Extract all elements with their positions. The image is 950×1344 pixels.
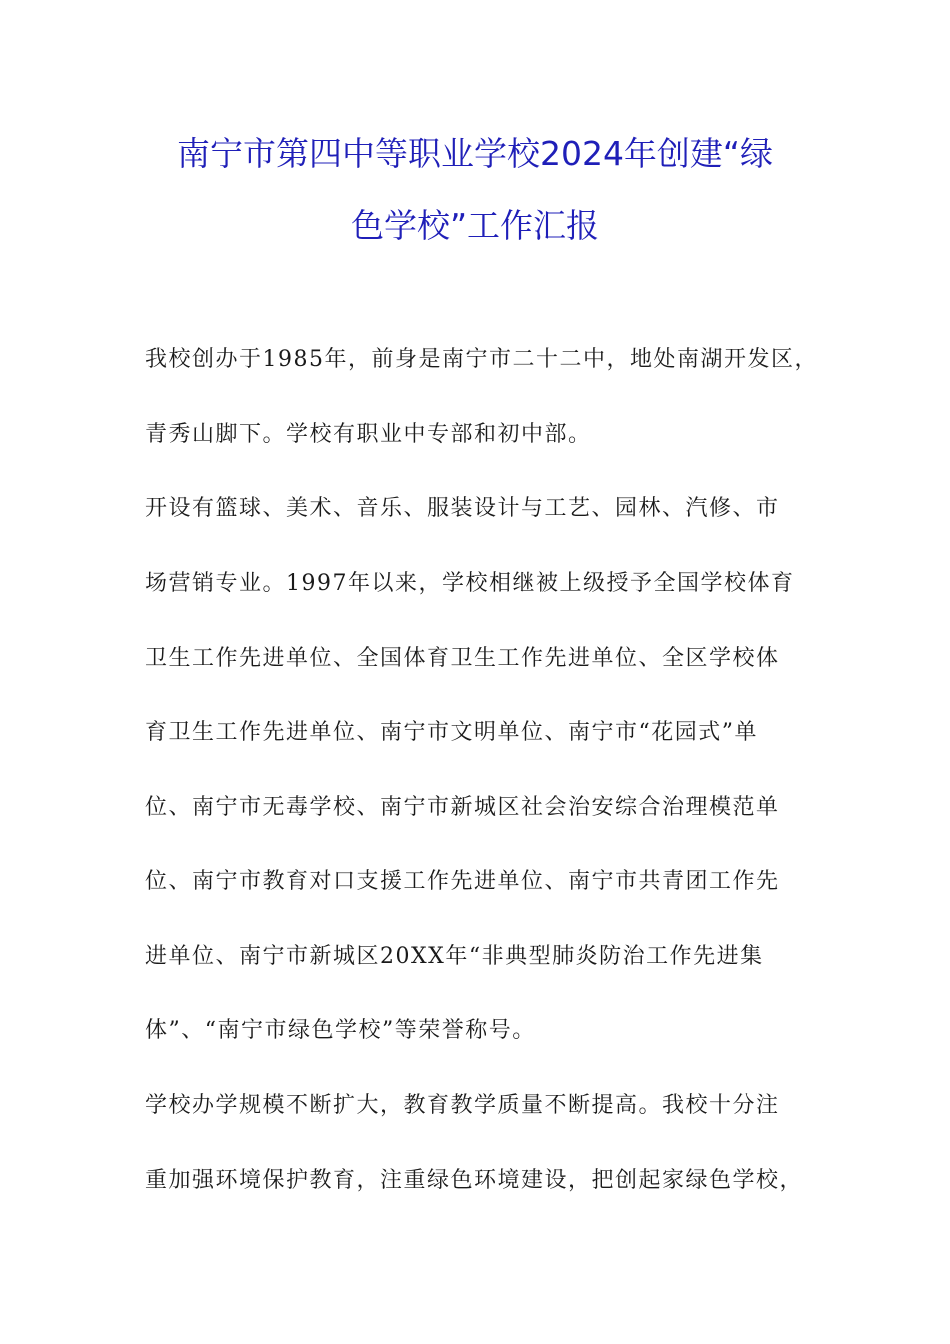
paragraph-line: 位、南宁市无毒学校、南宁市新城区社会治安综合治理模范单 <box>145 795 780 820</box>
document-title-line-1: 南宁市第四中等职业学校2024年创建“绿 <box>176 134 774 173</box>
paragraph-line: 卫生工作先进单位、全国体育卫生工作先进单位、全区学校体 <box>145 646 780 671</box>
paragraph-line: 学校办学规模不断扩大，教育教学质量不断提高。我校十分注 <box>145 1093 780 1118</box>
paragraph-line: 体”、“南宁市绿色学校”等荣誉称号。 <box>145 1018 536 1043</box>
paragraph-line: 开设有篮球、美术、音乐、服装设计与工艺、园林、汽修、市 <box>145 496 780 521</box>
paragraph-line: 位、南宁市教育对口支援工作先进单位、南宁市共青团工作先 <box>145 869 780 894</box>
paragraph-line: 进单位、南宁市新城区20XX年“非典型肺炎防治工作先进集 <box>145 944 764 969</box>
paragraph-line: 育卫生工作先进单位、南宁市文明单位、南宁市“花园式”单 <box>145 720 758 745</box>
paragraph-line: 青秀山脚下。学校有职业中专部和初中部。 <box>145 422 592 447</box>
paragraph-line: 我校创办于1985年，前身是南宁市二十二中，地处南湖开发区， <box>145 347 818 372</box>
paragraph-line: 场营销专业。1997年以来，学校相继被上级授予全国学校体育 <box>145 571 795 596</box>
paragraph-line: 重加强环境保护教育，注重绿色环境建设，把创起家绿色学校， <box>145 1168 804 1193</box>
document-title-line-2: 色学校”工作汇报 <box>350 206 600 245</box>
